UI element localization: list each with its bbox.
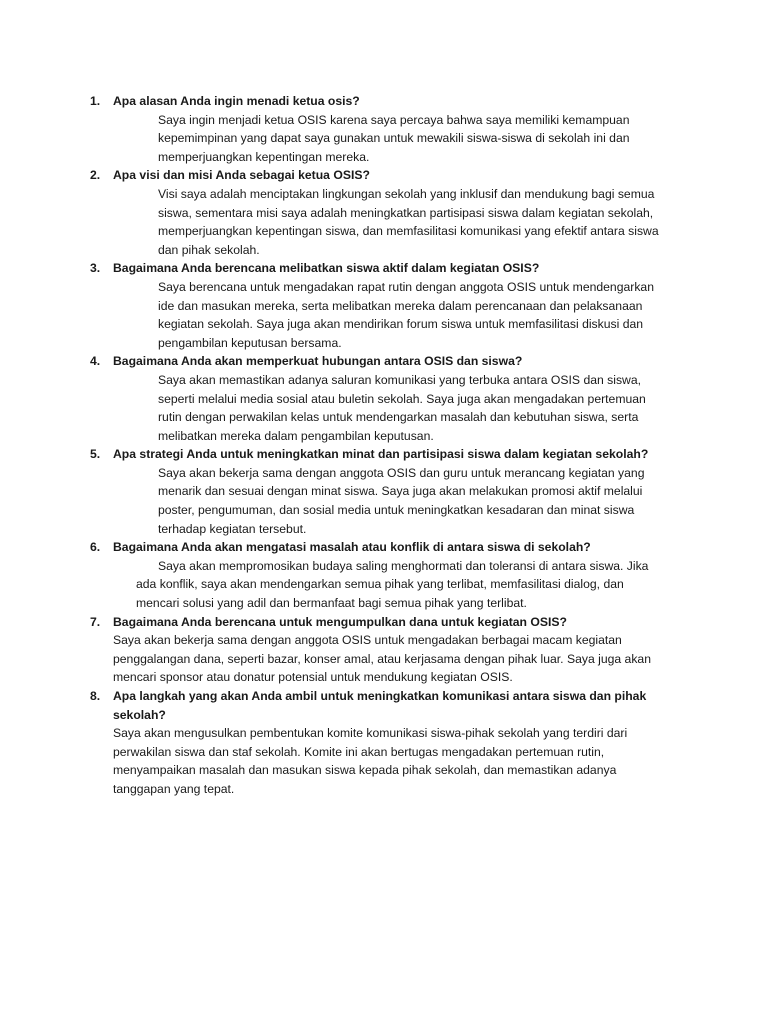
question-number: 2. [90,168,101,183]
question-heading [0,259,673,278]
question-number: 5. [90,447,101,462]
question-number: 8. [90,689,101,703]
list-item [0,445,768,538]
answer-text: Saya akan memastikan adanya saluran komunikasi yang terbuka antara OSIS dan siswa, seperti melalui media sosial atau buletin sekolah. Saya juga akan mengadakan pertemuan rutin dengan perwakilan kelas untuk mendengarkan masalah dan kebutuhan siswa, serta melibatkan mereka dalam pengambilan keputusan. [158,372,646,443]
question-heading [0,538,673,557]
list-item [0,352,768,445]
list-item [0,166,768,259]
list-item [0,538,768,612]
question-number: 7. [90,614,101,629]
question-text: Bagaimana Anda berencana untuk mengumpulkan dana untuk kegiatan OSIS? [113,614,567,629]
question-text: Apa visi dan misi Anda sebagai ketua OSIS? [113,168,370,183]
answer-text: Saya akan bekerja sama dengan anggota OSIS dan guru untuk merancang kegiatan yang menarik dan sesuai dengan minat siswa. Saya juga akan melakukan promosi aktif melalui poster, pengumuman, dan sosial media untuk meningkatkan kesadaran dan minat siswa terhadap kegiatan tersebut. [158,465,645,536]
question-text: Apa strategi Anda untuk meningkatkan minat dan partisipasi siswa dalam kegiatan sekolah? [113,447,649,462]
answer-text: Saya akan mempromosikan budaya saling menghormati dan toleransi di antara siswa. Jika ada konflik, saya akan mendengarkan semua pihak yang terlibat, memfasilitasi dialog, dan mencari solusi yang adil dan bermanfaat bagi semua pihak yang terlibat. [136,558,649,611]
answer-text: Visi saya adalah menciptakan lingkungan sekolah yang inklusif dan mendukung bagi semua siswa, sementara misi saya adalah meningkatkan partisipasi siswa dalam kegiatan sekolah, memperjuangkan kepentingan siswa, dan memfasilitasi komunikasi yang efektif antara siswa dan pihak sekolah. [158,186,659,257]
question-heading [0,613,673,632]
question-heading [0,445,673,464]
question-list [0,92,768,799]
question-heading [0,92,673,111]
question-text: Apa langkah yang akan Anda ambil untuk meningkatkan komunikasi antara siswa dan pihak sekolah? [113,689,647,722]
list-item [0,687,768,799]
question-number: 4. [90,354,101,369]
answer-text: Saya akan bekerja sama dengan anggota OSIS untuk mengadakan berbagai macam kegiatan penggalangan dana, seperti bazar, konser amal, atau kerjasama dengan pihak luar. Saya juga akan mencari sponsor atau donatur potensial untuk mendukung kegiatan OSIS. [113,633,651,685]
question-text: Bagaimana Anda akan memperkuat hubungan antara OSIS dan siswa? [113,354,523,369]
answer-text: Saya akan mengusulkan pembentukan komite komunikasi siswa-pihak sekolah yang terdiri dari perwakilan siswa dan staf sekolah. Komite ini akan bertugas mengadakan pertemuan rutin, menyampaikan masalah dan masukan siswa kepada pihak sekolah, dan memastikan adanya tanggapan yang tepat. [113,726,628,796]
question-number: 3. [90,261,101,276]
question-heading [0,687,658,724]
question-number: 1. [90,94,101,108]
list-item [0,259,768,352]
question-heading [0,166,673,185]
question-text: Bagaimana Anda berencana melibatkan siswa aktif dalam kegiatan OSIS? [113,261,540,276]
answer-text: Saya berencana untuk mengadakan rapat rutin dengan anggota OSIS untuk mendengarkan ide dan masukan mereka, serta melibatkan mereka dalam perencanaan dan pelaksanaan kegiatan sekolah. Saya juga akan mendirikan forum siswa untuk memfasilitasi diskusi dan pengambilan keputusan bersama. [158,279,654,350]
question-text: Apa alasan Anda ingin menadi ketua osis? [113,94,360,108]
list-item [0,613,768,687]
list-item [0,92,768,166]
question-heading [0,352,673,371]
answer-text: Saya ingin menjadi ketua OSIS karena saya percaya bahwa saya memiliki kemampuan kepemimpinan yang dapat saya gunakan untuk mewakili siswa-siswa di sekolah ini dan memperjuangkan kepentingan mereka. [158,112,630,164]
question-number: 6. [90,540,101,555]
question-text: Bagaimana Anda akan mengatasi masalah atau konflik di antara siswa di sekolah? [113,540,591,555]
